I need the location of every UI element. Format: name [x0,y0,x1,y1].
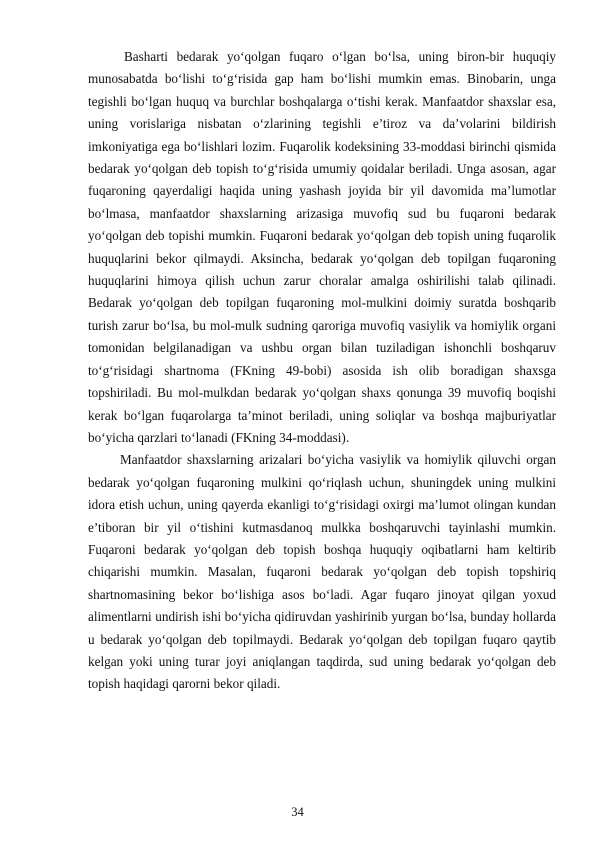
page-number: 34 [291,805,304,819]
body-text [88,46,556,696]
paragraph-1: Basharti bedarak yo‘qolgan fuqaro o‘lgan bo‘lsa, uning biron-bir huquqiy munosabatda bo‘lishi to‘g‘risida gap ham bo‘lishi mumkin emas. Binobarin, unga tegishli bo‘lgan huquq va burchlar boshqalarga o‘tishi kerak. Manfaatdor shaxslar esa, uning vorislariga nisbatan o‘zlarining tegishli e’tiroz va da’volarini bildirish imkoniyatiga ega bo‘lishlari lozim. Fuqarolik kodeksining 33-moddasi birinchi qismida bedarak yo‘qolgan deb topish to‘g‘risida umumiy qoidalar beriladi. Unga asosan, agar fuqaroning qayerdaligi haqida uning yashash joyida bir yil davomida ma’lumotlar bo‘lmasa, manfaatdor shaxslarning arizasiga muvofiq sud bu fuqaroni bedarak yo‘qolgan deb topishi mumkin. Fuqaroni bedarak yo‘qolgan deb topish uning fuqarolik huquqlarini bekor qilmaydi. Aksincha, bedarak yo‘qolgan deb topilgan fuqaroning huquqlarini himoya qilish uchun zarur choralar amalga oshirilishi talab qilinadi. Bedarak yo‘qolgan deb topilgan fuqaroning mol-mulkini doimiy suratda boshqarib turish zarur bo‘lsa, bu mol-mulk sudning qaroriga muvofiq vasiylik va homiylik organi tomonidan belgilanadigan va ushbu organ bilan tuziladigan ishonchli boshqaruv to‘g‘risidagi shartnoma (FKning 49-bobi) asosida ish olib boradigan shaxsga topshiriladi. Bu mol-mulkdan bedarak yo‘qolgan shaxs qonunga 39 muvofiq boqishi kerak bo‘lgan fuqarolarga ta’minot beriladi, uning soliqlar va boshqa majburiyatlar bo‘yicha qarzlari to‘lanadi (FKning 34-moddasi). [88,49,556,445]
paragraph-2: Manfaatdor shaxslarning arizalari bo‘yicha vasiylik va homiylik qiluvchi organ bedarak yo‘qolgan fuqaroning mulkini qo‘riqlash uchun, shuningdek uning mulkini idora etish uchun, uning qayerda ekanligi to‘g‘risidagi oxirgi ma’lumot olingan kundan e’tiboran bir yil o‘tishini kutmasdanoq mulkka boshqaruvchi tayinlashi mumkin. Fuqaroni bedarak yo‘qolgan deb topish boshqa huquqiy oqibatlarni ham keltirib chiqarishi mumkin. Masalan, fuqaroni bedarak yo‘qolgan deb topish topshiriq shartnomasining bekor bo‘lishiga asos bo‘ladi. Agar fuqaro jinoyat qilgan yoxud alimentlarni undirish ishi bo‘yicha qidiruvdan yashirinib yurgan bo‘lsa, bunday hollarda u bedarak yo‘qolgan deb topilmaydi. Bedarak yo‘qolgan deb topilgan fuqaro qaytib kelgan yoki uning turar joyi aniqlangan taqdirda, sud uning bedarak yo‘qolgan deb topish haqidagi qarorni bekor qiladi. [88,452,556,692]
